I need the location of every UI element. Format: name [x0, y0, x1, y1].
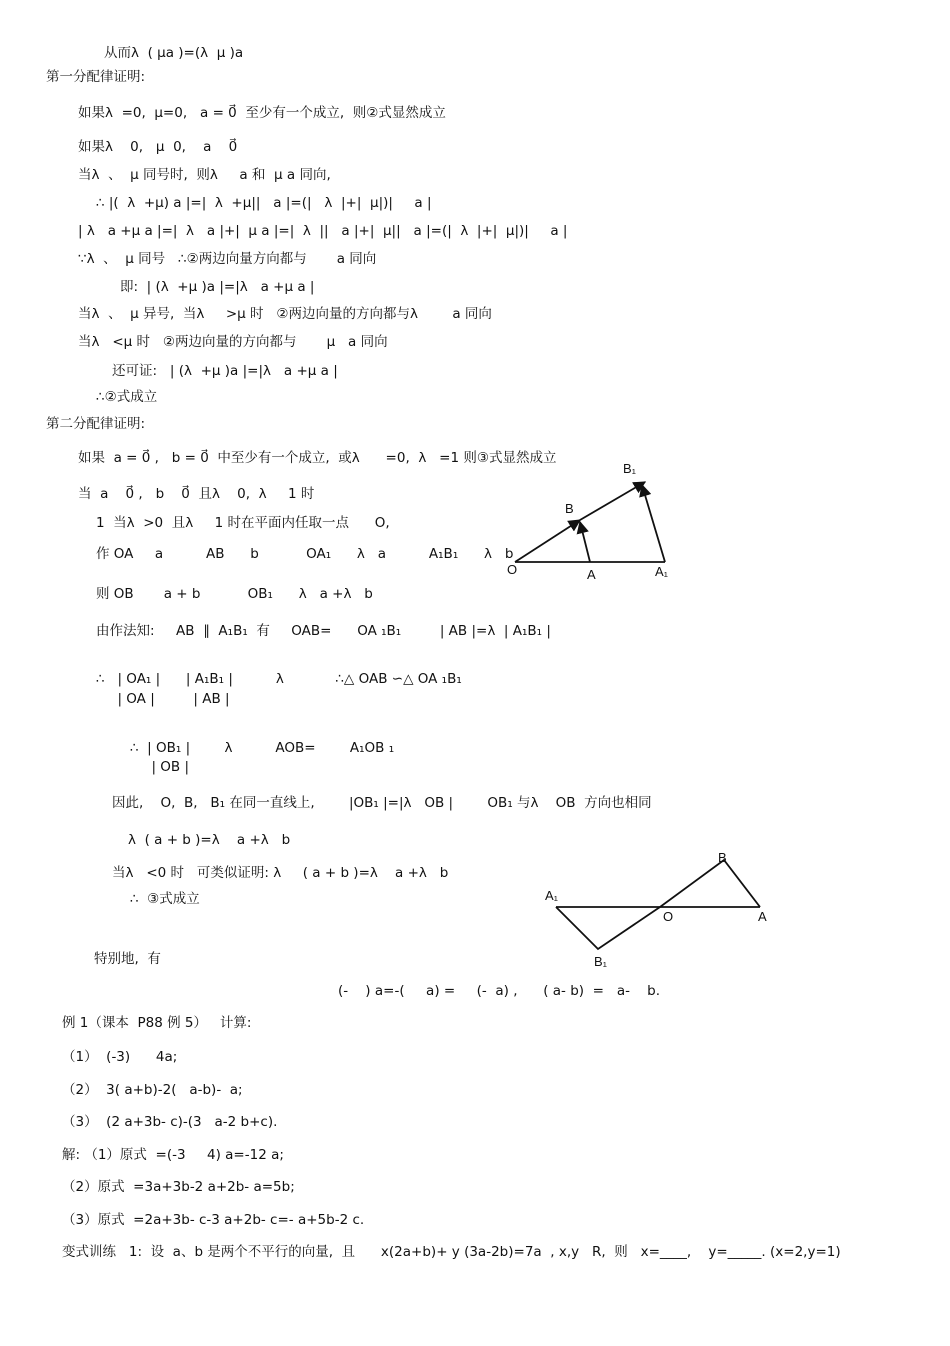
text-line: | λ a +μ a |=| λ a |+| μ a |=| λ || a |+| μ|| a |=(| λ |+| μ|)| a |	[78, 223, 568, 239]
text-line: 还可证: | (λ +μ )a |=|λ a +μ a |	[112, 363, 338, 379]
text-line: | OA | | AB |	[96, 691, 230, 707]
text-line: | OB |	[130, 759, 190, 775]
text-line: 当λ <0 时 可类似证明: λ ( a + b )=λ a +λ b	[112, 865, 449, 881]
text-line: ∴②式成立	[96, 389, 158, 405]
text-line: 因此, O, B, B₁ 在同一直线上, |OB₁ |=|λ OB | OB₁ 与λ OB 方向也相同	[112, 795, 652, 811]
text-line: 例 1（课本 P88 例 5） 计算:	[62, 1015, 252, 1031]
text-line: 如果λ 0, μ 0, a 0⃗	[78, 139, 238, 155]
text-line: （3）原式 =2a+3b- c-3 a+2b- c=- a+5b-2 c.	[62, 1212, 365, 1228]
vector-OB	[515, 520, 580, 562]
text-line: 变式训练 1: 设 a、b 是两个不平行的向量, 且 x(2a+b)+ y (3a-2b)=7a , x,y R, 则 x=____, y=_____. (x=2,y=1)	[62, 1244, 841, 1260]
text-line: 当λ 、 μ 异号, 当λ >μ 时 ②两边向量的方向都与λ a 同向	[78, 306, 492, 322]
label-B: B	[565, 501, 574, 516]
text-line: （3） (2 a+3b- c)-(3 a-2 b+c).	[62, 1114, 278, 1130]
text-line: λ ( a + b )=λ a +λ b	[128, 832, 291, 848]
text-line: (- ) a=-( a) = (- a) , ( a- b) = a- b.	[338, 983, 660, 999]
text-line: ∴ | OA₁ | | A₁B₁ | λ ∴△ OAB ∽△ OA ₁B₁	[96, 671, 462, 687]
text-line: 第二分配律证明:	[46, 416, 146, 432]
text-line: ∴ | OB₁ | λ AOB= A₁OB ₁	[130, 740, 395, 756]
text-line: 当λ <μ 时 ②两边向量的方向都与 μ a 同向	[78, 334, 388, 350]
text-line: 作 OA a AB b OA₁ λ a A₁B₁ λ b	[96, 546, 514, 562]
label-O: O	[663, 909, 674, 924]
text-line: 特别地, 有	[94, 951, 161, 967]
vector-OB1	[580, 482, 645, 520]
label-O: O	[507, 562, 518, 577]
label-B1: B₁	[594, 954, 608, 969]
text-line: ∴ |( λ +μ) a |=| λ +μ|| a |=(| λ |+| μ|)| a |	[96, 195, 432, 211]
text-line: 第一分配律证明:	[46, 69, 146, 85]
label-A: A	[758, 909, 767, 924]
triangle-O-B1-A1	[556, 907, 660, 949]
text-line: 从而λ ( μa )=(λ μ )a	[104, 45, 244, 61]
text-line: （2）原式 =3a+3b-2 a+2b- a=5b;	[62, 1179, 295, 1195]
text-line: 则 OB a + b OB₁ λ a +λ b	[96, 586, 373, 602]
text-line: 由作法知: AB ∥ A₁B₁ 有 OAB= OA ₁B₁ | AB |=λ | A₁B₁ |	[96, 623, 551, 639]
text-line: （1） (-3) 4a;	[62, 1049, 178, 1065]
text-line: （2） 3( a+b)-2( a-b)- a;	[62, 1082, 243, 1098]
text-line: ∵λ 、 μ 同号 ∴②两边向量方向都与 a 同向	[78, 251, 377, 267]
label-A1: A₁	[655, 564, 669, 579]
figure-vector-triangles-negative	[538, 848, 778, 973]
triangle-O-B-A	[660, 860, 760, 907]
vector-A1B1	[642, 485, 665, 562]
label-A1: A₁	[545, 888, 559, 903]
text-line: 即: | (λ +μ )a |=|λ a +μ a |	[120, 279, 315, 295]
figure-vector-triangles-positive	[495, 455, 695, 590]
text-line: 如果 a = 0⃗ , b = 0⃗ 中至少有一个成立, 或λ =0, λ =1 则③式显然成立	[78, 450, 557, 466]
text-line: 1 当λ >0 且λ 1 时在平面内任取一点 O,	[96, 515, 390, 531]
label-A: A	[587, 567, 596, 582]
vector-AB	[580, 522, 590, 562]
text-line: 解: （1）原式 =(-3 4) a=-12 a;	[62, 1147, 284, 1163]
label-B1: B₁	[623, 461, 637, 476]
text-line: 如果λ =0, μ=0, a = 0⃗ 至少有一个成立, 则②式显然成立	[78, 105, 446, 121]
text-line: 当λ 、 μ 同号时, 则λ a 和 μ a 同向,	[78, 167, 331, 183]
label-B: B	[718, 850, 727, 865]
text-line: ∴ ③式成立	[130, 891, 200, 907]
text-line: 当 a 0⃗ , b 0⃗ 且λ 0, λ 1 时	[78, 486, 315, 502]
